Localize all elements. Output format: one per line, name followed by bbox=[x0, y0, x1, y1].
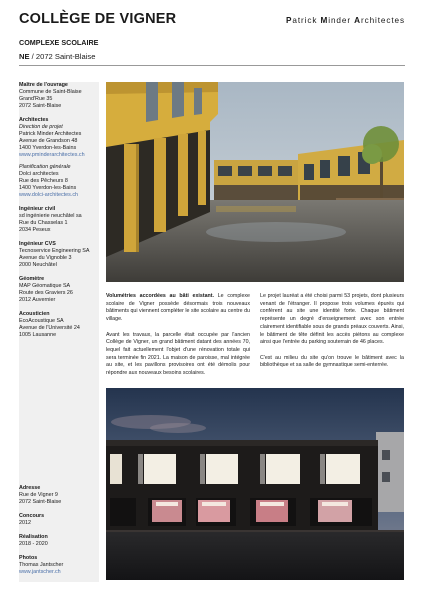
credit-line: 2072 Saint-Blaise bbox=[19, 499, 62, 505]
planner-website-link[interactable]: www.dolci-architectes.ch bbox=[19, 192, 79, 198]
credit-heading: Géomètre bbox=[19, 276, 45, 282]
credit-line: 2034 Peseux bbox=[19, 227, 51, 233]
credit-line: Avenue de Grandson 48 bbox=[19, 138, 78, 144]
paragraph-intro bbox=[106, 293, 250, 324]
credit-line: 2018 - 2020 bbox=[19, 541, 48, 547]
lead-sentence: Volumétries accordées au bâti existant. bbox=[106, 293, 215, 299]
credit-photos bbox=[19, 555, 63, 576]
credit-line: Avenue du Vignoble 3 bbox=[19, 255, 72, 261]
location-line bbox=[19, 52, 95, 61]
credit-line: Thomas Jantscher bbox=[19, 562, 64, 568]
photographer-website-link[interactable]: www.jantscher.ch bbox=[19, 569, 61, 575]
firm-initial-m: M bbox=[320, 16, 329, 25]
credit-line: Commune de Saint-Blaise bbox=[19, 89, 82, 95]
credit-line: 2072 Saint-Blaise bbox=[19, 103, 62, 109]
credit-line: Grand'Rue 35 bbox=[19, 96, 53, 102]
credit-line: MAP Géomatique SA bbox=[19, 283, 71, 289]
courtyard-photo bbox=[106, 82, 404, 282]
firm-name bbox=[286, 16, 405, 25]
credit-line: Dolci architectes bbox=[19, 171, 59, 177]
paragraph-project: Le projet lauréat a été choisi parmi 53 projets, dont plusieurs venant de l'étranger. Il propose trois volumes épurés qui confèrent au site une identité forte. Chaque bâtiment représente un degré d'enseignement avec son entrée clairement identifiable sous de grands préaux couverts. Ainsi, le bâtiment de tête définit les accès piétons au complexe ainsi que l'entrée du parking souterrain de 46 places. bbox=[260, 293, 404, 346]
credits-sidebar bbox=[19, 82, 99, 582]
credit-line: 1400 Yverdon-les-Bains bbox=[19, 185, 77, 191]
credit-line: Route des Graviers 26 bbox=[19, 290, 73, 296]
page-subtitle: COMPLEXE SCOLAIRE bbox=[19, 38, 99, 47]
page-title: COLLÈGE DE VIGNER bbox=[19, 11, 177, 27]
credit-line: sd ingénierie neuchâtel sa bbox=[19, 213, 82, 219]
credit-line: Rue du Chasselas 1 bbox=[19, 220, 68, 226]
credit-heading: Concours bbox=[19, 513, 45, 519]
firm-word-1: atrick bbox=[292, 16, 321, 25]
credit-acoustician bbox=[19, 311, 99, 339]
credit-role: Direction de projet bbox=[19, 124, 63, 130]
credit-address bbox=[19, 485, 63, 506]
credit-heading: Adresse bbox=[19, 485, 41, 491]
credit-heading: Réalisation bbox=[19, 534, 48, 540]
dusk-facade-illustration bbox=[106, 388, 404, 580]
credit-line: 2000 Neuchâtel bbox=[19, 262, 57, 268]
firm-word-3: rchitectes bbox=[360, 16, 405, 25]
credit-architects bbox=[19, 117, 99, 199]
credit-realisation bbox=[19, 534, 63, 548]
canton-code: NE bbox=[19, 52, 30, 61]
credit-line: EcoAcoustique SA bbox=[19, 318, 64, 324]
credit-heading: Photos bbox=[19, 555, 38, 561]
credit-line: Rue de Vigner 9 bbox=[19, 492, 58, 498]
credit-owner bbox=[19, 82, 99, 110]
credit-line: Avenue de l'Université 24 bbox=[19, 325, 80, 331]
credit-civil-engineer bbox=[19, 206, 99, 234]
dusk-facade-photo bbox=[106, 388, 404, 580]
paragraph-library: C'est au milieu du site qu'on trouve le bâtiment avec la bibliothèque et sa salle de gymnastique semi-enterrée. bbox=[260, 354, 404, 369]
credit-line: 2012 Auvernier bbox=[19, 297, 56, 303]
credit-line: 2012 bbox=[19, 520, 31, 526]
credit-line: Rue des Pêcheurs 8 bbox=[19, 178, 68, 184]
firm-word-2: inder bbox=[328, 16, 355, 25]
firm-initial-a: A bbox=[354, 16, 361, 25]
credit-competition bbox=[19, 513, 63, 527]
credit-hvac-engineer bbox=[19, 241, 99, 269]
credit-role: Planification générale bbox=[19, 164, 71, 170]
intro-text: Le complexe scolaire de Vigner possède désormais trois nouveaux bâtiments qui viennent compléter le site scolaire au centre du village. bbox=[106, 293, 250, 323]
credit-heading: Maître de l'ouvrage bbox=[19, 82, 68, 88]
credit-heading: Architectes bbox=[19, 117, 49, 123]
courtyard-photo-illustration bbox=[106, 82, 404, 282]
credit-address-group bbox=[19, 485, 63, 583]
credit-line: Patrick Minder Architectes bbox=[19, 131, 82, 137]
credit-heading: Acousticien bbox=[19, 311, 50, 317]
location-text: / 2072 Saint-Blaise bbox=[29, 52, 96, 61]
credit-line: 1005 Lausanne bbox=[19, 332, 57, 338]
credit-heading: Ingénieur CVS bbox=[19, 241, 56, 247]
firm-initial-p: P bbox=[285, 16, 293, 25]
credit-line: 1400 Yverdon-les-Bains bbox=[19, 145, 77, 151]
credit-line: Tecnoservice Engineering SA bbox=[19, 248, 90, 254]
body-text-column-right bbox=[260, 293, 404, 378]
body-text-column-left bbox=[106, 293, 250, 385]
credit-heading: Ingénieur civil bbox=[19, 206, 56, 212]
architect-website-link[interactable]: www.pminderarchitectes.ch bbox=[19, 152, 85, 158]
credit-surveyor bbox=[19, 276, 99, 304]
header-divider bbox=[19, 65, 405, 66]
paragraph-history: Avant les travaux, la parcelle était occupée par l'ancien Collège de Vigner, un grand bâtiment datant des années 70, lequel fait actuellement l'objet d'une rénovation totale qui sera terminée fin 2021. La maison de paroisse, mal intégrée au site, et les pavillons provisoires ont été démolis pour répondre aux nouveaux besoins scolaires. bbox=[106, 331, 250, 377]
